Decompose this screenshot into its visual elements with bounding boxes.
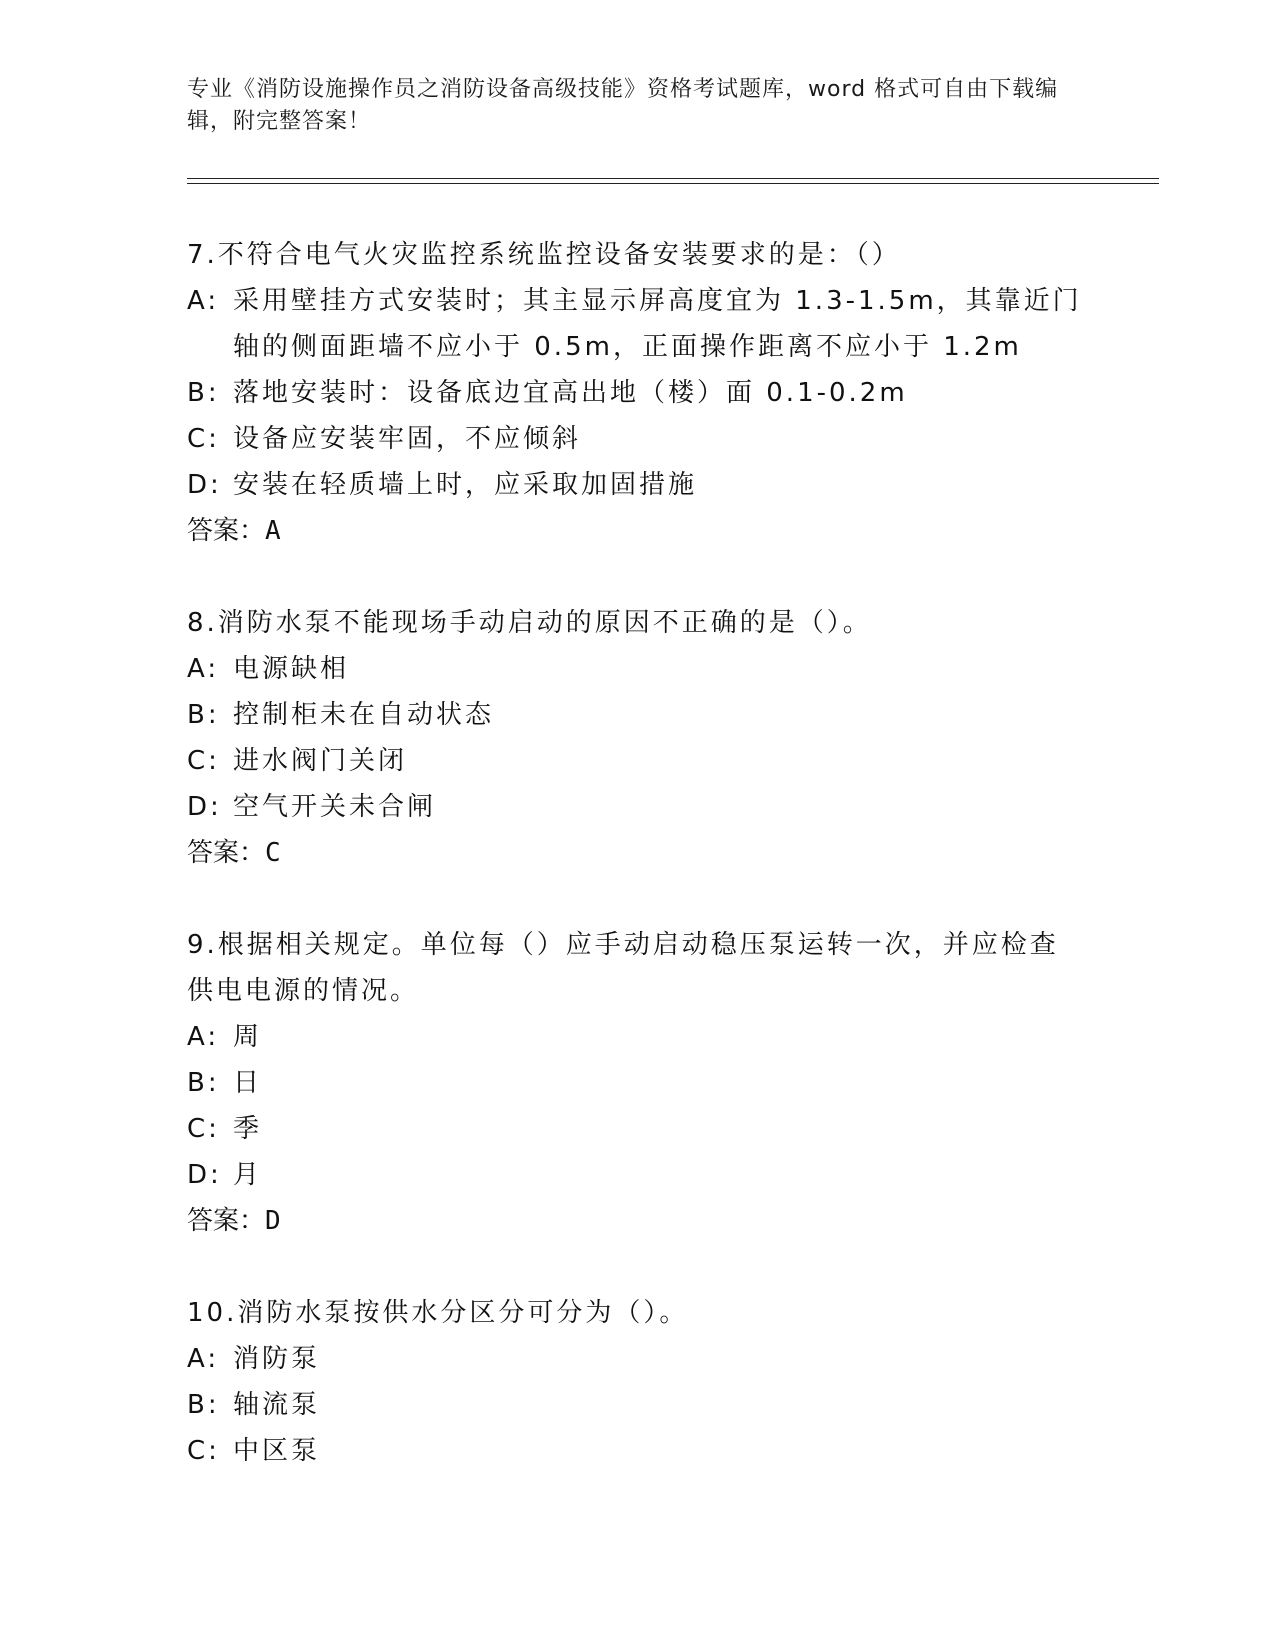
option-text: 进水阀门关闭 — [233, 746, 408, 776]
option-text: 月 — [233, 1160, 263, 1190]
header-intro-text: 专业《消防设施操作员之消防设备高级技能》资格考试题库，word 格式可自由下载编辑，附完整答案！ — [187, 77, 1059, 134]
option-letter: A: — [187, 654, 220, 684]
option-letter: D: — [187, 1160, 222, 1190]
question-stem: 9.根据相关规定。单位每（）应手动启动稳压泵运转一次，并应检查供电电源的情况。 — [187, 930, 1059, 1006]
question-stem: 8.消防水泵不能现场手动启动的原因不正确的是（）。 — [187, 608, 872, 638]
option-letter: A: — [187, 286, 220, 316]
option-d — [187, 1152, 1087, 1198]
option-text: 落地安装时：设备底边宜高出地（楼）面 0.1-0.2m — [233, 378, 908, 408]
option-letter: C: — [187, 424, 220, 454]
option-letter: C: — [187, 746, 220, 776]
question-7 — [187, 232, 1087, 554]
option-b — [187, 692, 1087, 738]
answer-line: 答案：A — [187, 516, 281, 546]
option-text: 控制柜未在自动状态 — [233, 700, 495, 730]
option-text: 空气开关未合闸 — [233, 792, 437, 822]
option-a — [187, 1014, 1087, 1060]
option-text: 中区泵 — [233, 1436, 321, 1466]
option-b — [187, 1060, 1087, 1106]
question-10 — [187, 1290, 1087, 1474]
option-text: 安装在轻质墙上时，应采取加固措施 — [233, 470, 698, 500]
header-divider-bottom — [187, 183, 1159, 184]
question-stem: 7.不符合电气火灾监控系统监控设备安装要求的是：（） — [187, 240, 901, 270]
option-text: 周 — [233, 1022, 263, 1052]
option-text: 电源缺相 — [233, 654, 350, 684]
option-letter: C: — [187, 1436, 220, 1466]
question-8 — [187, 600, 1087, 876]
option-letter: C: — [187, 1114, 220, 1144]
option-letter: D: — [187, 792, 222, 822]
option-letter: B: — [187, 378, 220, 408]
option-letter: B: — [187, 1390, 220, 1420]
option-c — [187, 1106, 1087, 1152]
option-c — [187, 738, 1087, 784]
answer-line: 答案：C — [187, 838, 281, 868]
option-b — [187, 1382, 1087, 1428]
option-d — [187, 462, 1087, 508]
question-9 — [187, 922, 1087, 1244]
option-letter: D: — [187, 470, 222, 500]
answer-line: 答案：D — [187, 1206, 281, 1236]
option-c — [187, 1428, 1087, 1474]
option-a — [187, 1336, 1087, 1382]
option-a — [187, 278, 1087, 370]
option-letter: B: — [187, 1068, 220, 1098]
header-divider-top — [187, 178, 1159, 179]
question-list — [187, 232, 1087, 1520]
option-text: 设备应安装牢固，不应倾斜 — [233, 424, 582, 454]
option-letter: B: — [187, 700, 220, 730]
option-b — [187, 370, 1087, 416]
option-d — [187, 784, 1087, 830]
document-header — [187, 74, 1067, 138]
option-text: 轴流泵 — [233, 1390, 321, 1420]
question-stem: 10.消防水泵按供水分区分可分为（）。 — [187, 1298, 689, 1328]
option-letter: A: — [187, 1022, 220, 1052]
option-letter: A: — [187, 1344, 220, 1374]
option-c — [187, 416, 1087, 462]
option-text: 季 — [233, 1114, 263, 1144]
option-text: 日 — [233, 1068, 263, 1098]
option-text: 消防泵 — [233, 1344, 321, 1374]
option-a — [187, 646, 1087, 692]
option-text: 采用壁挂方式安装时；其主显示屏高度宜为 1.3-1.5m，其靠近门轴的侧面距墙不应小于 0.5m，正面操作距离不应小于 1.2m — [233, 286, 1082, 362]
